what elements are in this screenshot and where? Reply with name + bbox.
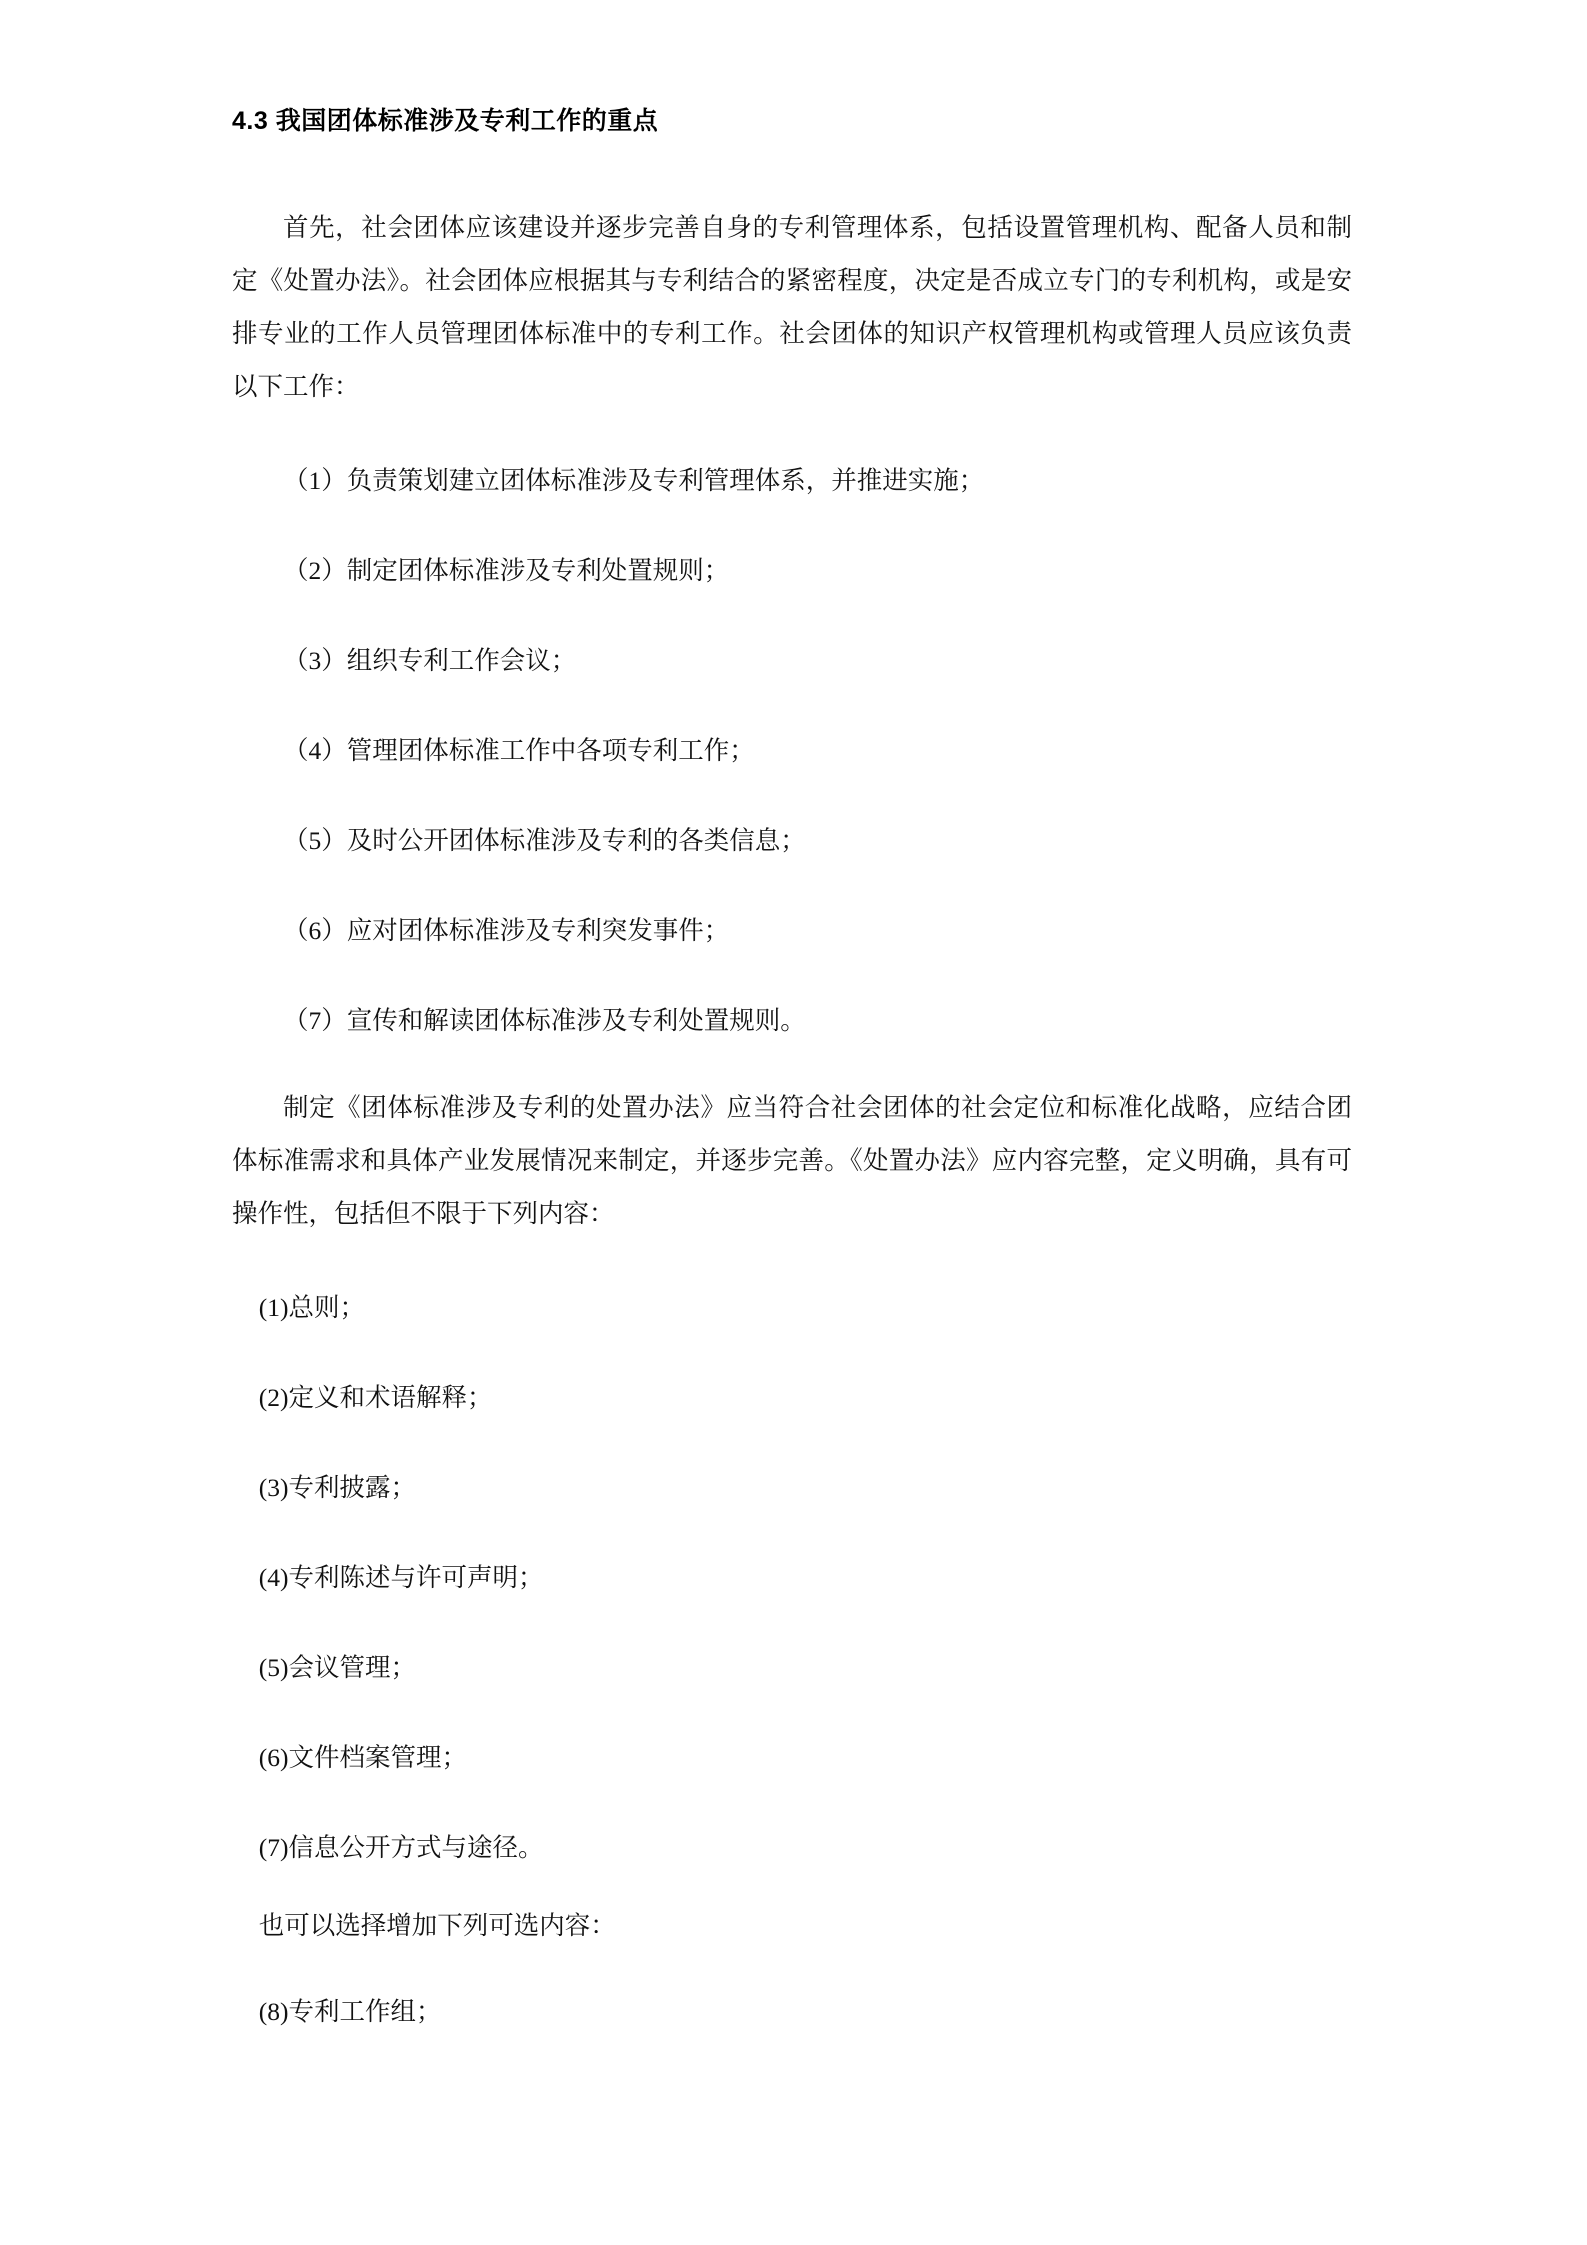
list-item: （6）应对团体标准涉及专利突发事件； bbox=[283, 916, 730, 945]
list-item: (1)总则； bbox=[258, 1293, 365, 1322]
optional-contents-list bbox=[232, 1986, 1352, 2038]
list-item: （3）组织专利工作会议； bbox=[283, 646, 577, 675]
list-item: (3)专利披露； bbox=[258, 1473, 416, 1502]
duties-list bbox=[232, 455, 1352, 1047]
spacer bbox=[232, 1952, 1352, 1986]
list-item: （1）负责策划建立团体标准涉及专利管理体系，并推进实施； bbox=[283, 466, 985, 495]
spacer bbox=[232, 139, 1352, 201]
paragraph-measures: 制定《团体标准涉及专利的处置办法》应当符合社会团体的社会定位和标准化战略，应结合团体标准需求和具体产业发展情况来制定，并逐步完善。《处置办法》应内容完整，定义明确，具有可操作性，包括但不限于下列内容： bbox=[232, 1093, 1352, 1228]
list-item: （7）宣传和解读团体标准涉及专利处置规则。 bbox=[283, 1006, 806, 1035]
paragraph-intro: 首先，社会团体应该建设并逐步完善自身的专利管理体系，包括设置管理机构、配备人员和制定《处置办法》。社会团体应根据其与专利结合的紧密程度，决定是否成立专门的专利机构，或是安排专业的工作人员管理团体标准中的专利工作。社会团体的知识产权管理机构或管理人员应该负责以下工作： bbox=[232, 213, 1352, 401]
spacer bbox=[232, 1874, 1352, 1900]
list-item: (6)文件档案管理； bbox=[258, 1743, 467, 1772]
list-item: (5)会议管理； bbox=[258, 1653, 416, 1682]
list-item: (8)专利工作组； bbox=[258, 1997, 442, 2026]
page-title: 4.3 我国团体标准涉及专利工作的重点 bbox=[232, 107, 659, 135]
list-item: (7)信息公开方式与途径。 bbox=[258, 1833, 544, 1862]
spacer bbox=[232, 1047, 1352, 1081]
list-item: (4)专利陈述与许可声明； bbox=[258, 1563, 544, 1592]
list-item: (2)定义和术语解释； bbox=[258, 1383, 493, 1412]
list-item: （4）管理团体标准工作中各项专利工作； bbox=[283, 736, 755, 765]
list-item: （2）制定团体标准涉及专利处置规则； bbox=[283, 556, 730, 585]
required-contents-list bbox=[232, 1282, 1352, 1874]
optional-contents-intro: 也可以选择增加下列可选内容： bbox=[258, 1911, 616, 1940]
document-body bbox=[232, 104, 1352, 2038]
spacer bbox=[232, 1240, 1352, 1282]
list-item: （5）及时公开团体标准涉及专利的各类信息； bbox=[283, 826, 806, 855]
spacer bbox=[232, 413, 1352, 455]
